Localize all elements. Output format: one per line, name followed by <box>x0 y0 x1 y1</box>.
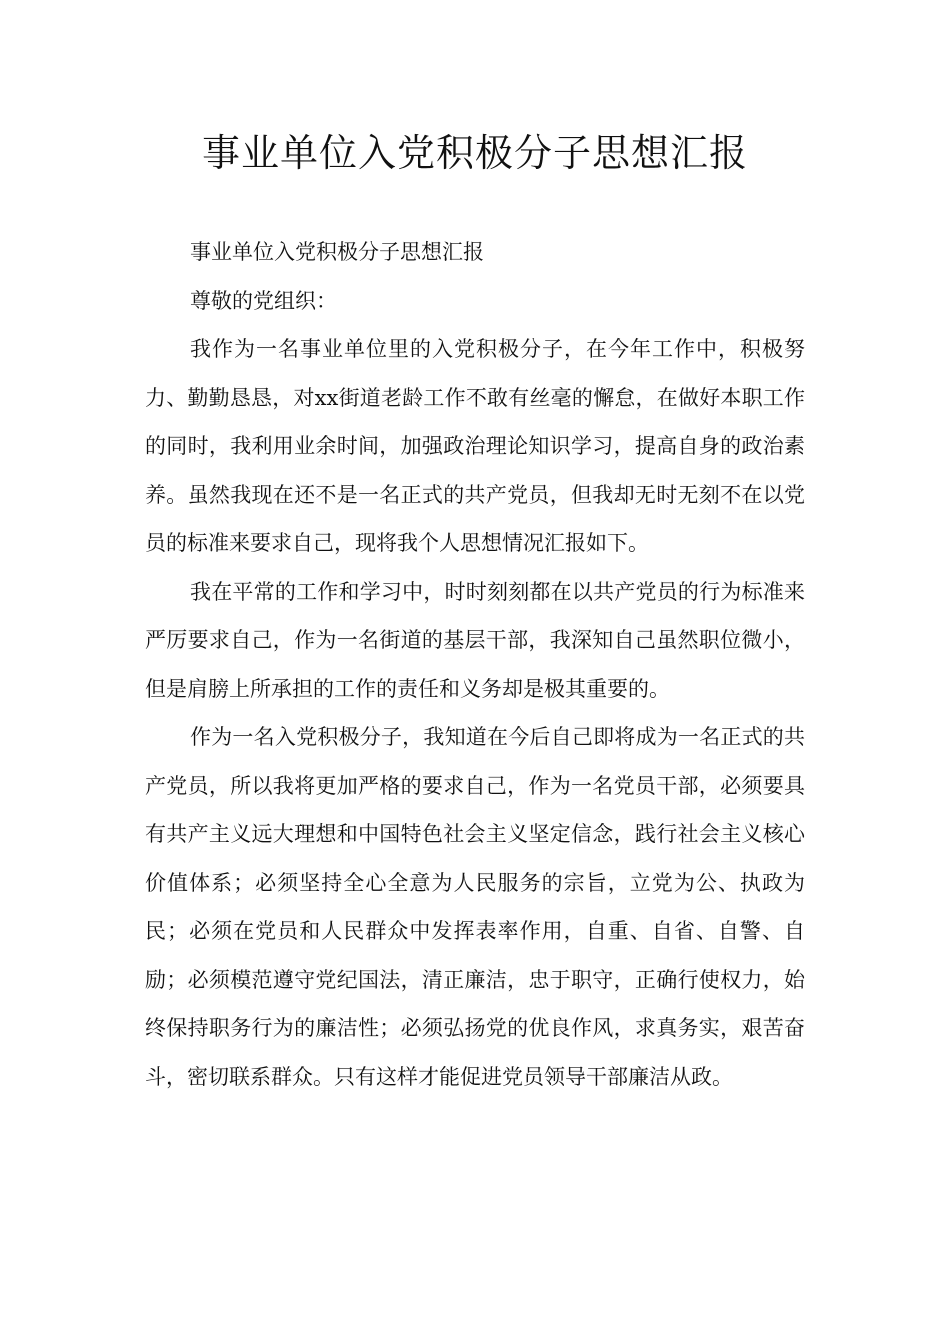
body-paragraph: 我在平常的工作和学习中，时时刻刻都在以共产党员的行为标准来严厉要求自己，作为一名街道的基层干部，我深知自己虽然职位微小，但是肩膀上所承担的工作的责任和义务却是极其重要的。 <box>145 579 805 701</box>
body-subtitle: 事业单位入党积极分子思想汇报 <box>190 240 484 264</box>
document-body <box>145 228 805 1101</box>
body-paragraph: 我作为一名事业单位里的入党积极分子，在今年工作中，积极努力、勤勤恳恳，对xx街道老龄工作不敢有丝毫的懈怠，在做好本职工作的同时，我利用业余时间，加强政治理论知识学习，提高自身的政治素养。虽然我现在还不是一名正式的共产党员，但我却无时无刻不在以党员的标准来要求自己，现将我个人思想情况汇报如下。 <box>145 337 805 555</box>
body-paragraph: 作为一名入党积极分子，我知道在今后自己即将成为一名正式的共产党员，所以我将更加严格的要求自己，作为一名党员干部，必须要具有共产主义远大理想和中国特色社会主义坚定信念，践行社会主义核心价值体系；必须坚持全心全意为人民服务的宗旨，立党为公、执政为民；必须在党员和人民群众中发挥表率作用，自重、自省、自警、自励；必须模范遵守党纪国法，清正廉洁，忠于职守，正确行使权力，始终保持职务行为的廉洁性；必须弘扬党的优良作风，求真务实，艰苦奋斗，密切联系群众。只有这样才能促进党员领导干部廉洁从政。 <box>145 725 805 1089</box>
salutation: 尊敬的党组织： <box>190 288 337 313</box>
document-title: 事业单位入党积极分子思想汇报 <box>201 131 748 175</box>
